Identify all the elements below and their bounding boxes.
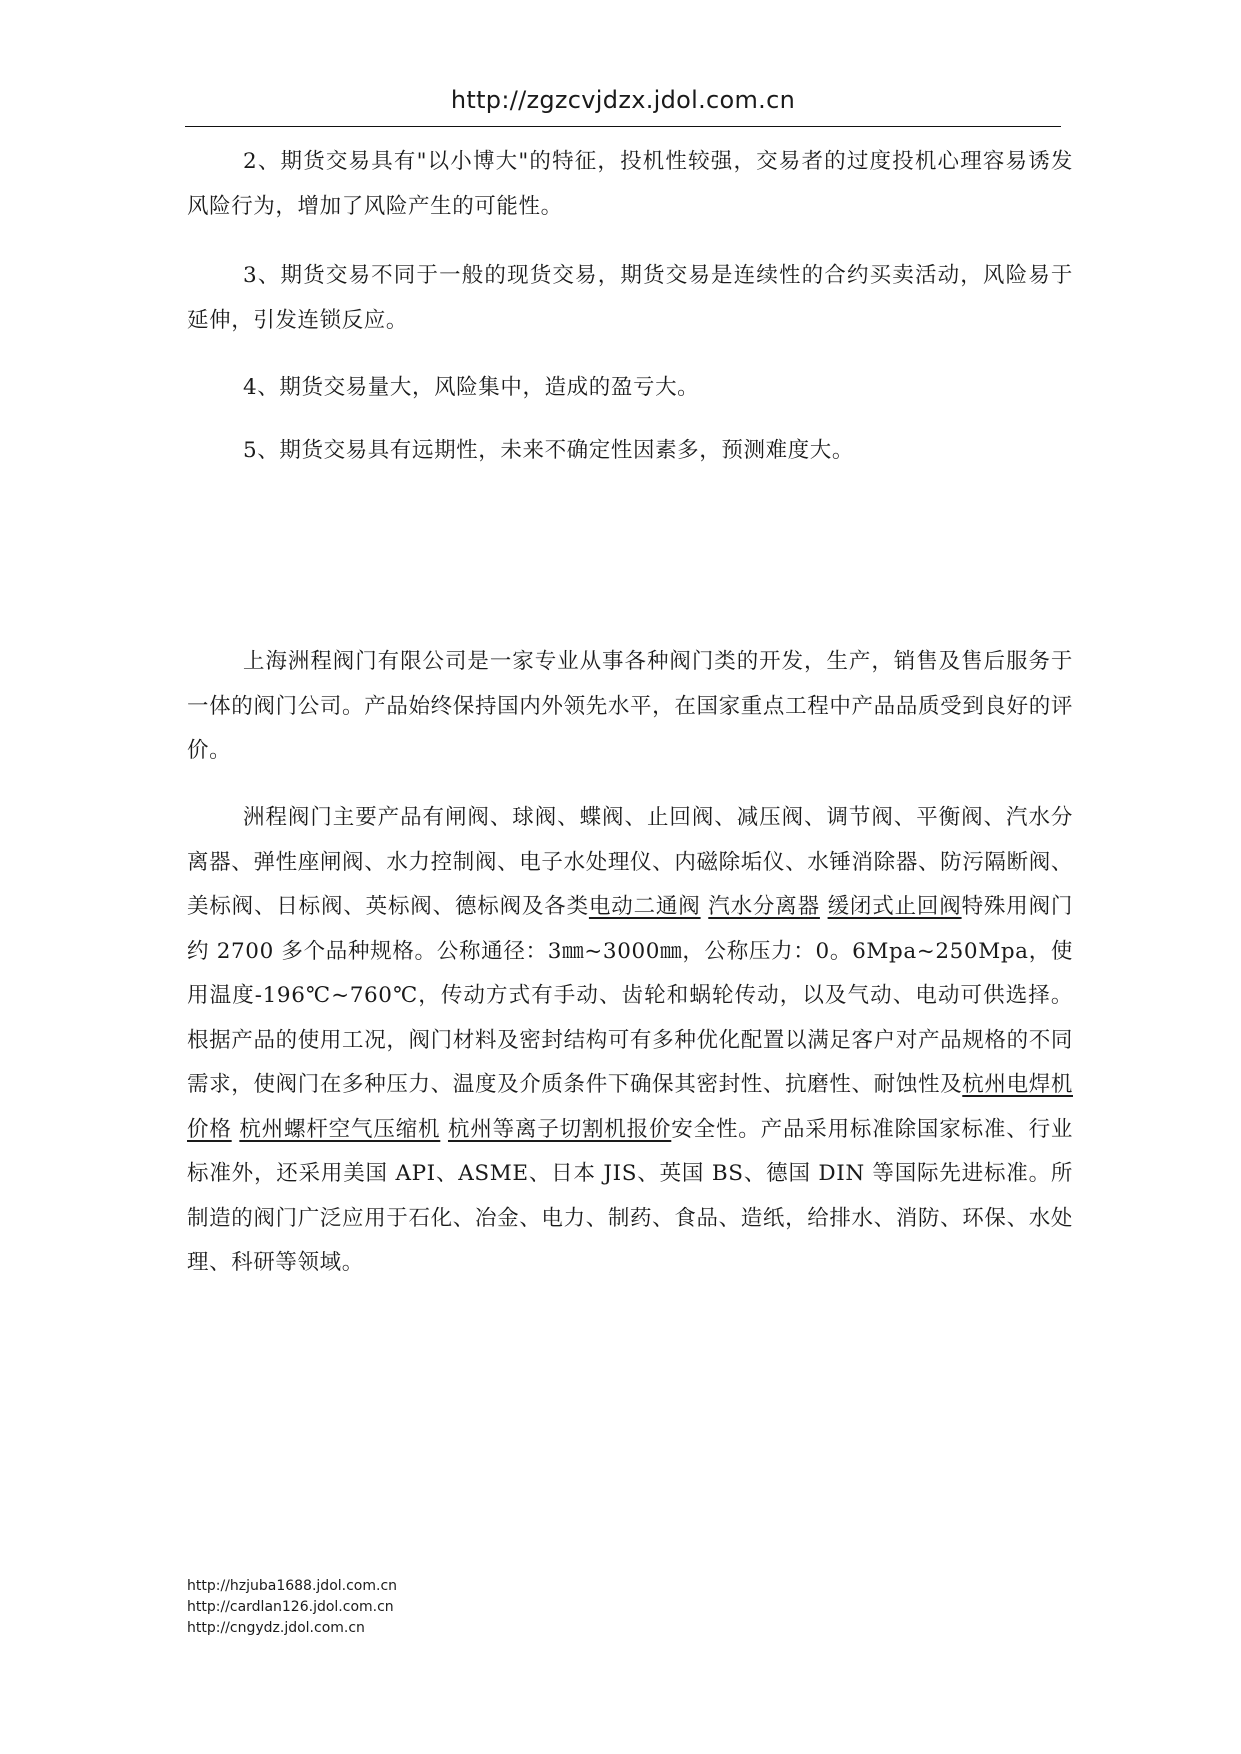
products-text-3: 安全性。产品采用标准除国家标准、行业标准外，还采用美国 API、ASME、日本 JIS、英国 BS、德国 DIN 等国际先进标准。所制造的阀门广泛应用于石化、冶金、电力、制药、食品、造纸，给排水、消防、环保、水处理、科研等领域。 xyxy=(187,1116,1074,1275)
link-hangzhou-screw-compressor[interactable]: 杭州螺杆空气压缩机 xyxy=(239,1116,441,1142)
footer-links xyxy=(187,1576,397,1639)
risk-point-3: 3、期货交易不同于一般的现货交易，期货交易是连续性的合约买卖活动，风险易于延伸，引发连锁反应。 xyxy=(187,263,1073,333)
risk-point-2: 2、期货交易具有"以小博大"的特征，投机性较强，交易者的过度投机心理容易诱发风险行为，增加了风险产生的可能性。 xyxy=(187,149,1073,219)
products-paragraph xyxy=(187,796,1073,1286)
link-electric-two-way-valve[interactable]: 电动二通阀 xyxy=(588,894,701,919)
risk-point-5: 5、期货交易具有远期性，未来不确定性因素多，预测难度大。 xyxy=(243,438,854,463)
company-intro: 上海洲程阀门有限公司是一家专业从事各种阀门类的开发，生产，销售及售后服务于一体的阀门公司。产品始终保持国内外领先水平，在国家重点工程中产品品质受到良好的评价。 xyxy=(187,649,1073,763)
header-url[interactable]: http://zgzcvjdzx.jdol.com.cn xyxy=(450,86,796,114)
link-hangzhou-plasma-cutter[interactable]: 杭州等离子切割机报价 xyxy=(447,1116,672,1142)
link-hangzhou-welder-price[interactable]: 杭州电焊机价格 xyxy=(187,1072,1073,1142)
link-slow-closing-check-valve[interactable]: 缓闭式止回阀 xyxy=(827,894,962,919)
products-text-2: 特殊用阀门约 2700 多个品种规格。公称通径：3㎜~3000㎜，公称压力：0。6Mpa~250Mpa，使用温度-196℃~760℃，传动方式有手动、齿轮和蜗轮传动，以及气动、电动可供选择。根据产品的使用工况，阀门材料及密封结构可有多种优化配置以满足客户对产品规格的不同需求，使阀门在多种压力、温度及介质条件下确保其密封性、抗磨性、耐蚀性及 xyxy=(187,894,1073,1097)
footer-link-cngydz[interactable]: http://cngydz.jdol.com.cn xyxy=(187,1620,365,1636)
products-text-1: 洲程阀门主要产品有闸阀、球阀、蝶阀、止回阀、减压阀、调节阀、平衡阀、汽水分离器、弹性座闸阀、水力控制阀、电子水处理仪、内磁除垢仪、水锤消除器、防污隔断阀、美标阀、日标阀、英标阀、德标阀及各类 xyxy=(187,805,1073,919)
link-steam-water-separator[interactable]: 汽水分离器 xyxy=(708,894,820,919)
header-divider xyxy=(185,126,1061,127)
footer-link-hzjuba1688[interactable]: http://hzjuba1688.jdol.com.cn xyxy=(187,1578,398,1594)
risk-point-4: 4、期货交易量大，风险集中，造成的盈亏大。 xyxy=(243,375,700,400)
footer-link-cardlan126[interactable]: http://cardlan126.jdol.com.cn xyxy=(187,1599,394,1615)
